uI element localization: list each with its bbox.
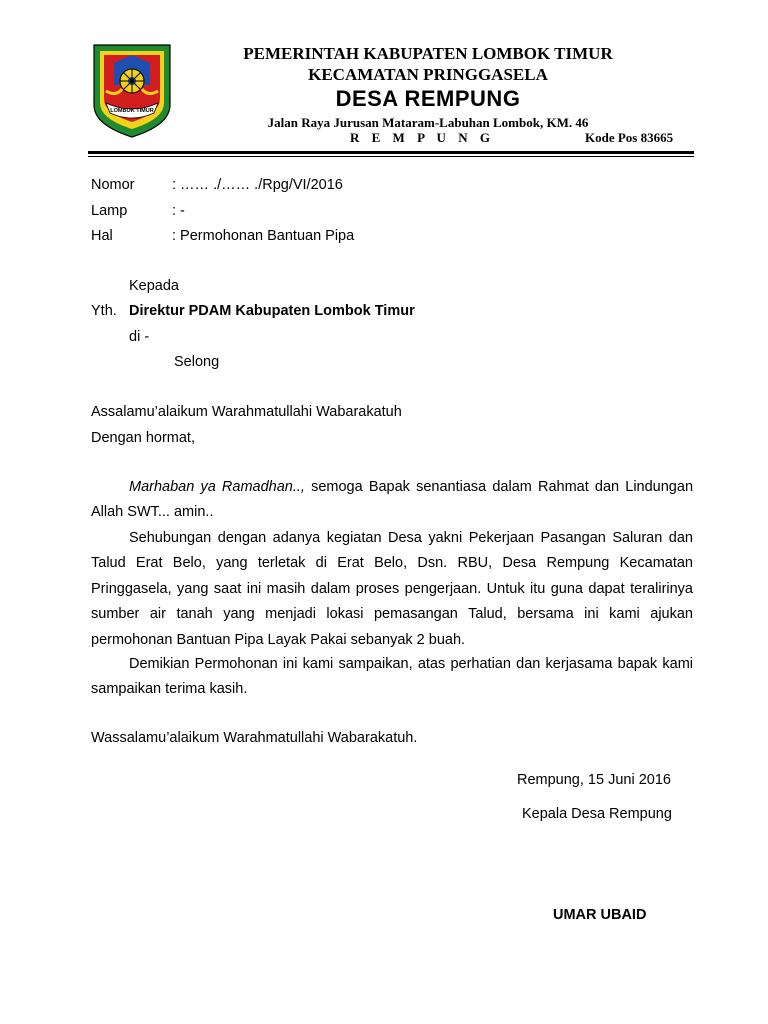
signature-name: UMAR UBAID <box>553 907 647 923</box>
emblem-banner-text: LOMBOK TIMUR <box>110 108 154 114</box>
signature-title: Kepala Desa Rempung <box>522 806 672 822</box>
recipient-name: Direktur PDAM Kabupaten Lombok Timur <box>129 303 415 319</box>
nomor-label: Nomor <box>91 177 135 193</box>
letterhead-district: KECAMATAN PRINGGASELA <box>308 65 548 84</box>
letterhead-rule-thin <box>88 156 694 157</box>
paragraph-request: Sehubungan dengan adanya kegiatan Desa yakni Pekerjaan Pasangan Saluran dan Talud Erat Belo, yang terletak di Erat Belo, Dsn. RBU, Desa Rempung Kecamatan Pringgasela, yang saat ini masih dalam proses pengerjaan. Untuk itu guna dapat teralirinya sumber air tanah yang menjadi lokasi pemasangan Talud, bersama ini kami ajukan permohonan Bantuan Pipa Layak Pakai sebanyak 2 buah. <box>91 530 693 648</box>
paragraph-opening-italic: Marhaban ya Ramadhan.., <box>129 479 305 495</box>
lamp-label: Lamp <box>91 203 128 219</box>
lamp-value: : - <box>172 203 185 219</box>
lombok-timur-emblem-icon <box>92 43 172 139</box>
paragraph-opening-rest: semoga Bapak senantiasa dalam Rahmat dan Lindungan Allah SWT... amin.. <box>91 479 694 521</box>
signature-place-date: Rempung, 15 Juni 2016 <box>517 772 671 788</box>
greeting-text: Assalamu’alaikum Warahmatullahi Wabarakatuh <box>91 404 402 420</box>
recipient-place: Selong <box>174 354 220 370</box>
di-text: di - <box>129 329 150 345</box>
letterhead-rule-thick <box>88 151 694 154</box>
yth-text: Yth. <box>91 303 117 319</box>
letterhead-village: DESA REMPUNG <box>335 86 521 111</box>
letterhead-address: Jalan Raya Jurusan Mataram-Labuhan Lombok, KM. 46 <box>267 115 589 130</box>
nomor-value: : …… ./…… ./Rpg/VI/2016 <box>172 177 343 193</box>
closing-greeting: Wassalamu’alaikum Warahmatullahi Wabarakatuh. <box>91 730 418 746</box>
hal-value: : Permohonan Bantuan Pipa <box>172 228 355 244</box>
hal-label: Hal <box>91 228 113 244</box>
letterhead-postal-code: Kode Pos 83665 <box>585 130 674 145</box>
kepada-text: Kepada <box>129 278 179 294</box>
paragraph-closing: Demikian Permohonan ini kami sampaikan, atas perhatian dan kerjasama bapak kami sampaikan terima kasih. <box>91 656 693 698</box>
letterhead-government: PEMERINTAH KABUPATEN LOMBOK TIMUR <box>243 44 613 63</box>
letterhead-village-spaced: R E M P U N G <box>350 130 495 145</box>
salutation-text: Dengan hormat, <box>91 430 195 446</box>
paragraph-opening <box>91 475 693 526</box>
